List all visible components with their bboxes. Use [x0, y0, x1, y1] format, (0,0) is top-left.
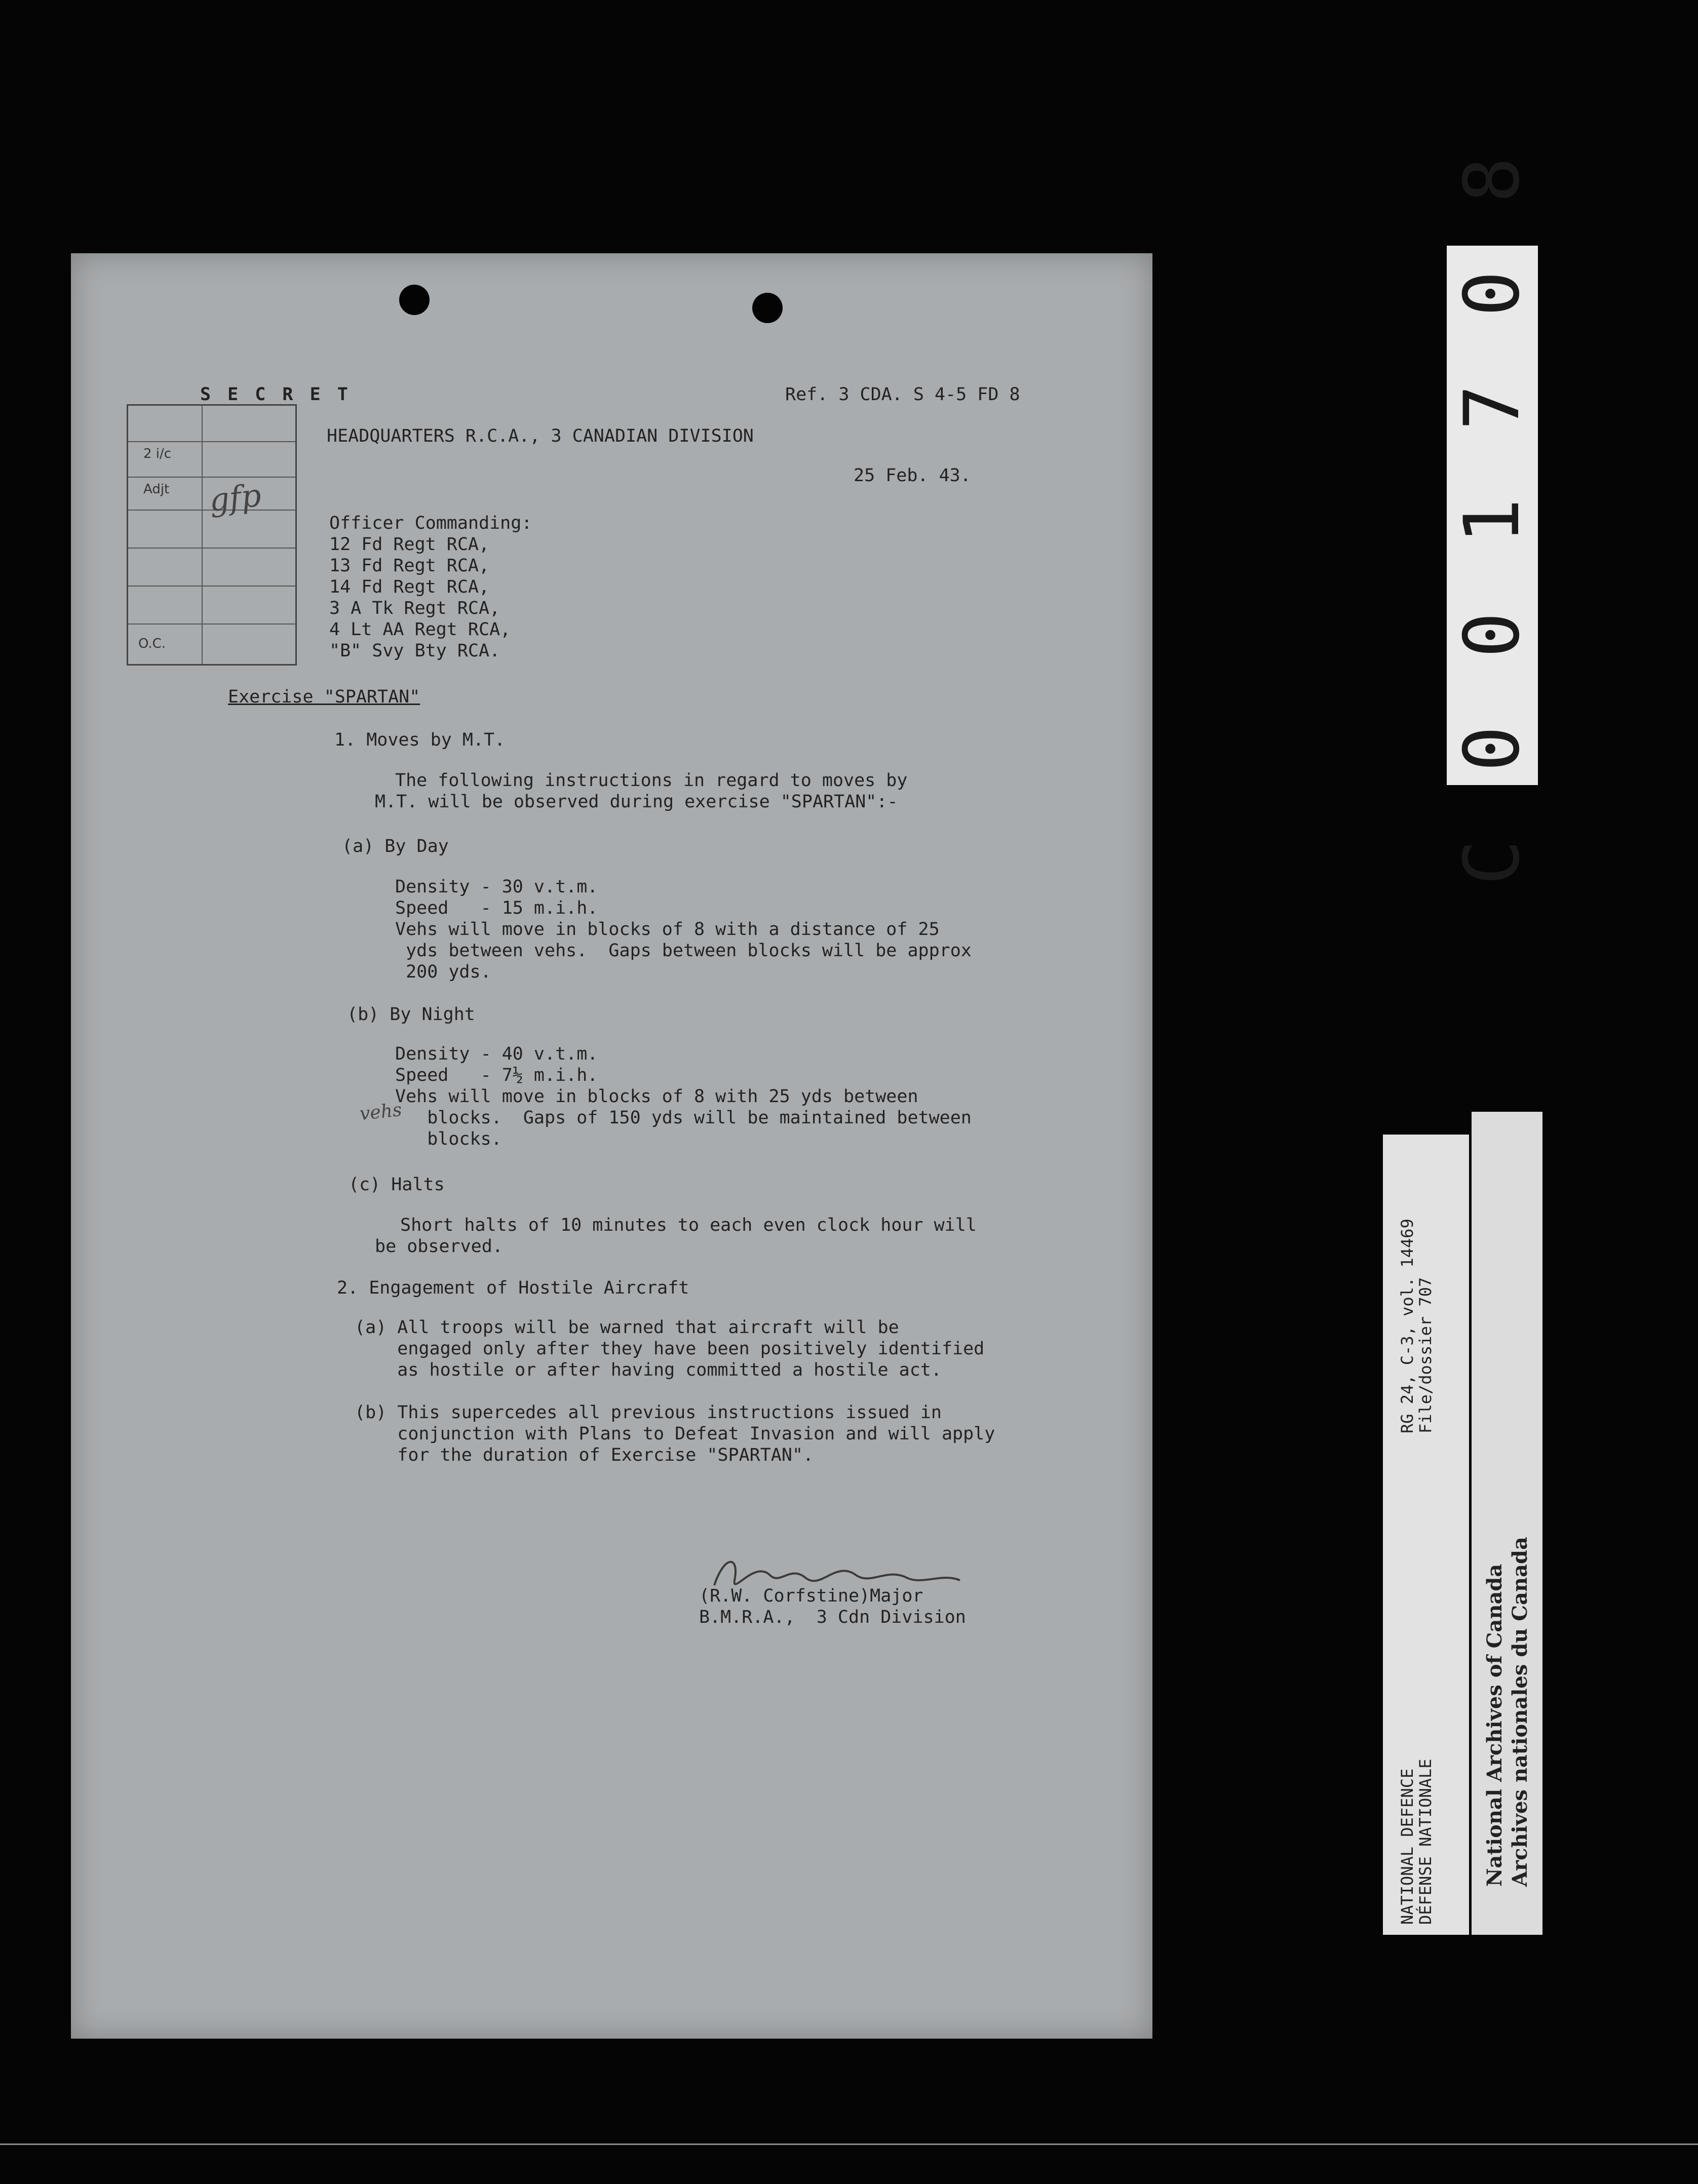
archive-ref-line: File/dossier 707: [1416, 1277, 1435, 1433]
stamp-initials: gfp: [207, 476, 263, 519]
subsection-a-heading: (a) By Day: [342, 836, 449, 856]
stamp-row-label: 2 i/c: [143, 446, 172, 461]
handwritten-correction: vehs: [359, 1099, 403, 1125]
section-2a-line: engaged only after they have been positively identified: [355, 1339, 985, 1359]
archives-name-en: National Archives of Canada: [1483, 1564, 1507, 1887]
section-2b-line: (b) This supercedes all previous instructions issued in: [355, 1402, 942, 1423]
defence-line: DÉFENSE NATIONALE: [1416, 1759, 1435, 1925]
addressee-line: Officer Commanding:: [329, 513, 532, 533]
classification-label: S E C R E T: [200, 384, 351, 405]
frame-number-strip: [1447, 145, 1538, 885]
addressee-line: "B" Svy Bty RCA.: [329, 641, 500, 661]
subsection-b-line: Vehs will move in blocks of 8 with 25 yds between: [395, 1086, 918, 1107]
punch-hole: [752, 293, 783, 323]
subsection-b-line: Density - 40 v.t.m.: [395, 1044, 598, 1064]
section-2b-line: for the duration of Exercise "SPARTAN".: [355, 1445, 814, 1465]
defence-reference-label: [1383, 1135, 1469, 1935]
stamp-row-label: O.C.: [138, 636, 166, 651]
addressee-line: 4 Lt AA Regt RCA,: [329, 619, 511, 640]
archive-ref-line: RG 24, C-3, vol. 14469: [1398, 1219, 1417, 1433]
national-archives-label: [1472, 1112, 1542, 1935]
subject-line: Exercise "SPARTAN": [228, 687, 420, 707]
document-page: [71, 253, 1152, 2039]
subsection-c-line: be observed.: [375, 1236, 503, 1257]
archives-name-fr: Archives nationales du Canada: [1508, 1537, 1532, 1887]
subsection-b-line: blocks. Gaps of 150 yds will be maintained between: [395, 1108, 972, 1128]
scan-border-line: [0, 2143, 1698, 2145]
addressee-line: 13 Fd Regt RCA,: [329, 556, 490, 576]
stamp-row-label: Adjt: [143, 482, 170, 497]
document-date: 25 Feb. 43.: [854, 465, 971, 486]
subsection-b-line: blocks.: [395, 1129, 502, 1149]
section-1-heading: 1. Moves by M.T.: [334, 730, 506, 750]
signature-title: B.M.R.A., 3 Cdn Division: [699, 1607, 966, 1627]
section-2a-line: as hostile or after having committed a hostile act.: [355, 1360, 942, 1380]
subsection-a-line: 200 yds.: [395, 962, 491, 982]
subsection-b-line: Speed - 7½ m.i.h.: [395, 1065, 598, 1085]
addressee-line: 3 A Tk Regt RCA,: [329, 598, 500, 618]
reference-number: Ref. 3 CDA. S 4-5 FD 8: [785, 384, 1020, 405]
subsection-a-line: yds between vehs. Gaps between blocks will be approx: [395, 941, 972, 961]
routing-stamp-box: [127, 404, 297, 666]
subsection-a-line: Density - 30 v.t.m.: [395, 877, 598, 897]
headquarters-line: HEADQUARTERS R.C.A., 3 CANADIAN DIVISION: [327, 426, 754, 446]
frame-number: C 0 0 1 7 0 8: [1448, 145, 1536, 885]
punch-hole: [399, 285, 430, 315]
addressee-line: 12 Fd Regt RCA,: [329, 534, 490, 555]
section-1-intro: The following instructions in regard to moves by: [395, 770, 908, 791]
section-2a-line: (a) All troops will be warned that aircraft will be: [355, 1317, 899, 1338]
addressee-line: 14 Fd Regt RCA,: [329, 577, 490, 597]
subsection-a-line: Speed - 15 m.i.h.: [395, 898, 598, 918]
subsection-b-heading: (b) By Night: [347, 1004, 475, 1025]
defence-line: NATIONAL DEFENCE: [1398, 1768, 1417, 1925]
subsection-a-line: Vehs will move in blocks of 8 with a distance of 25: [395, 919, 940, 940]
section-2-heading: 2. Engagement of Hostile Aircraft: [337, 1278, 689, 1298]
section-2b-line: conjunction with Plans to Defeat Invasion and will apply: [355, 1424, 995, 1444]
subsection-c-heading: (c) Halts: [349, 1175, 445, 1195]
signature-name: (R.W. Corfstine)Major: [699, 1586, 923, 1606]
subsection-c-line: Short halts of 10 minutes to each even clock hour will: [400, 1215, 977, 1235]
section-1-intro: M.T. will be observed during exercise "SPARTAN":-: [375, 792, 898, 812]
